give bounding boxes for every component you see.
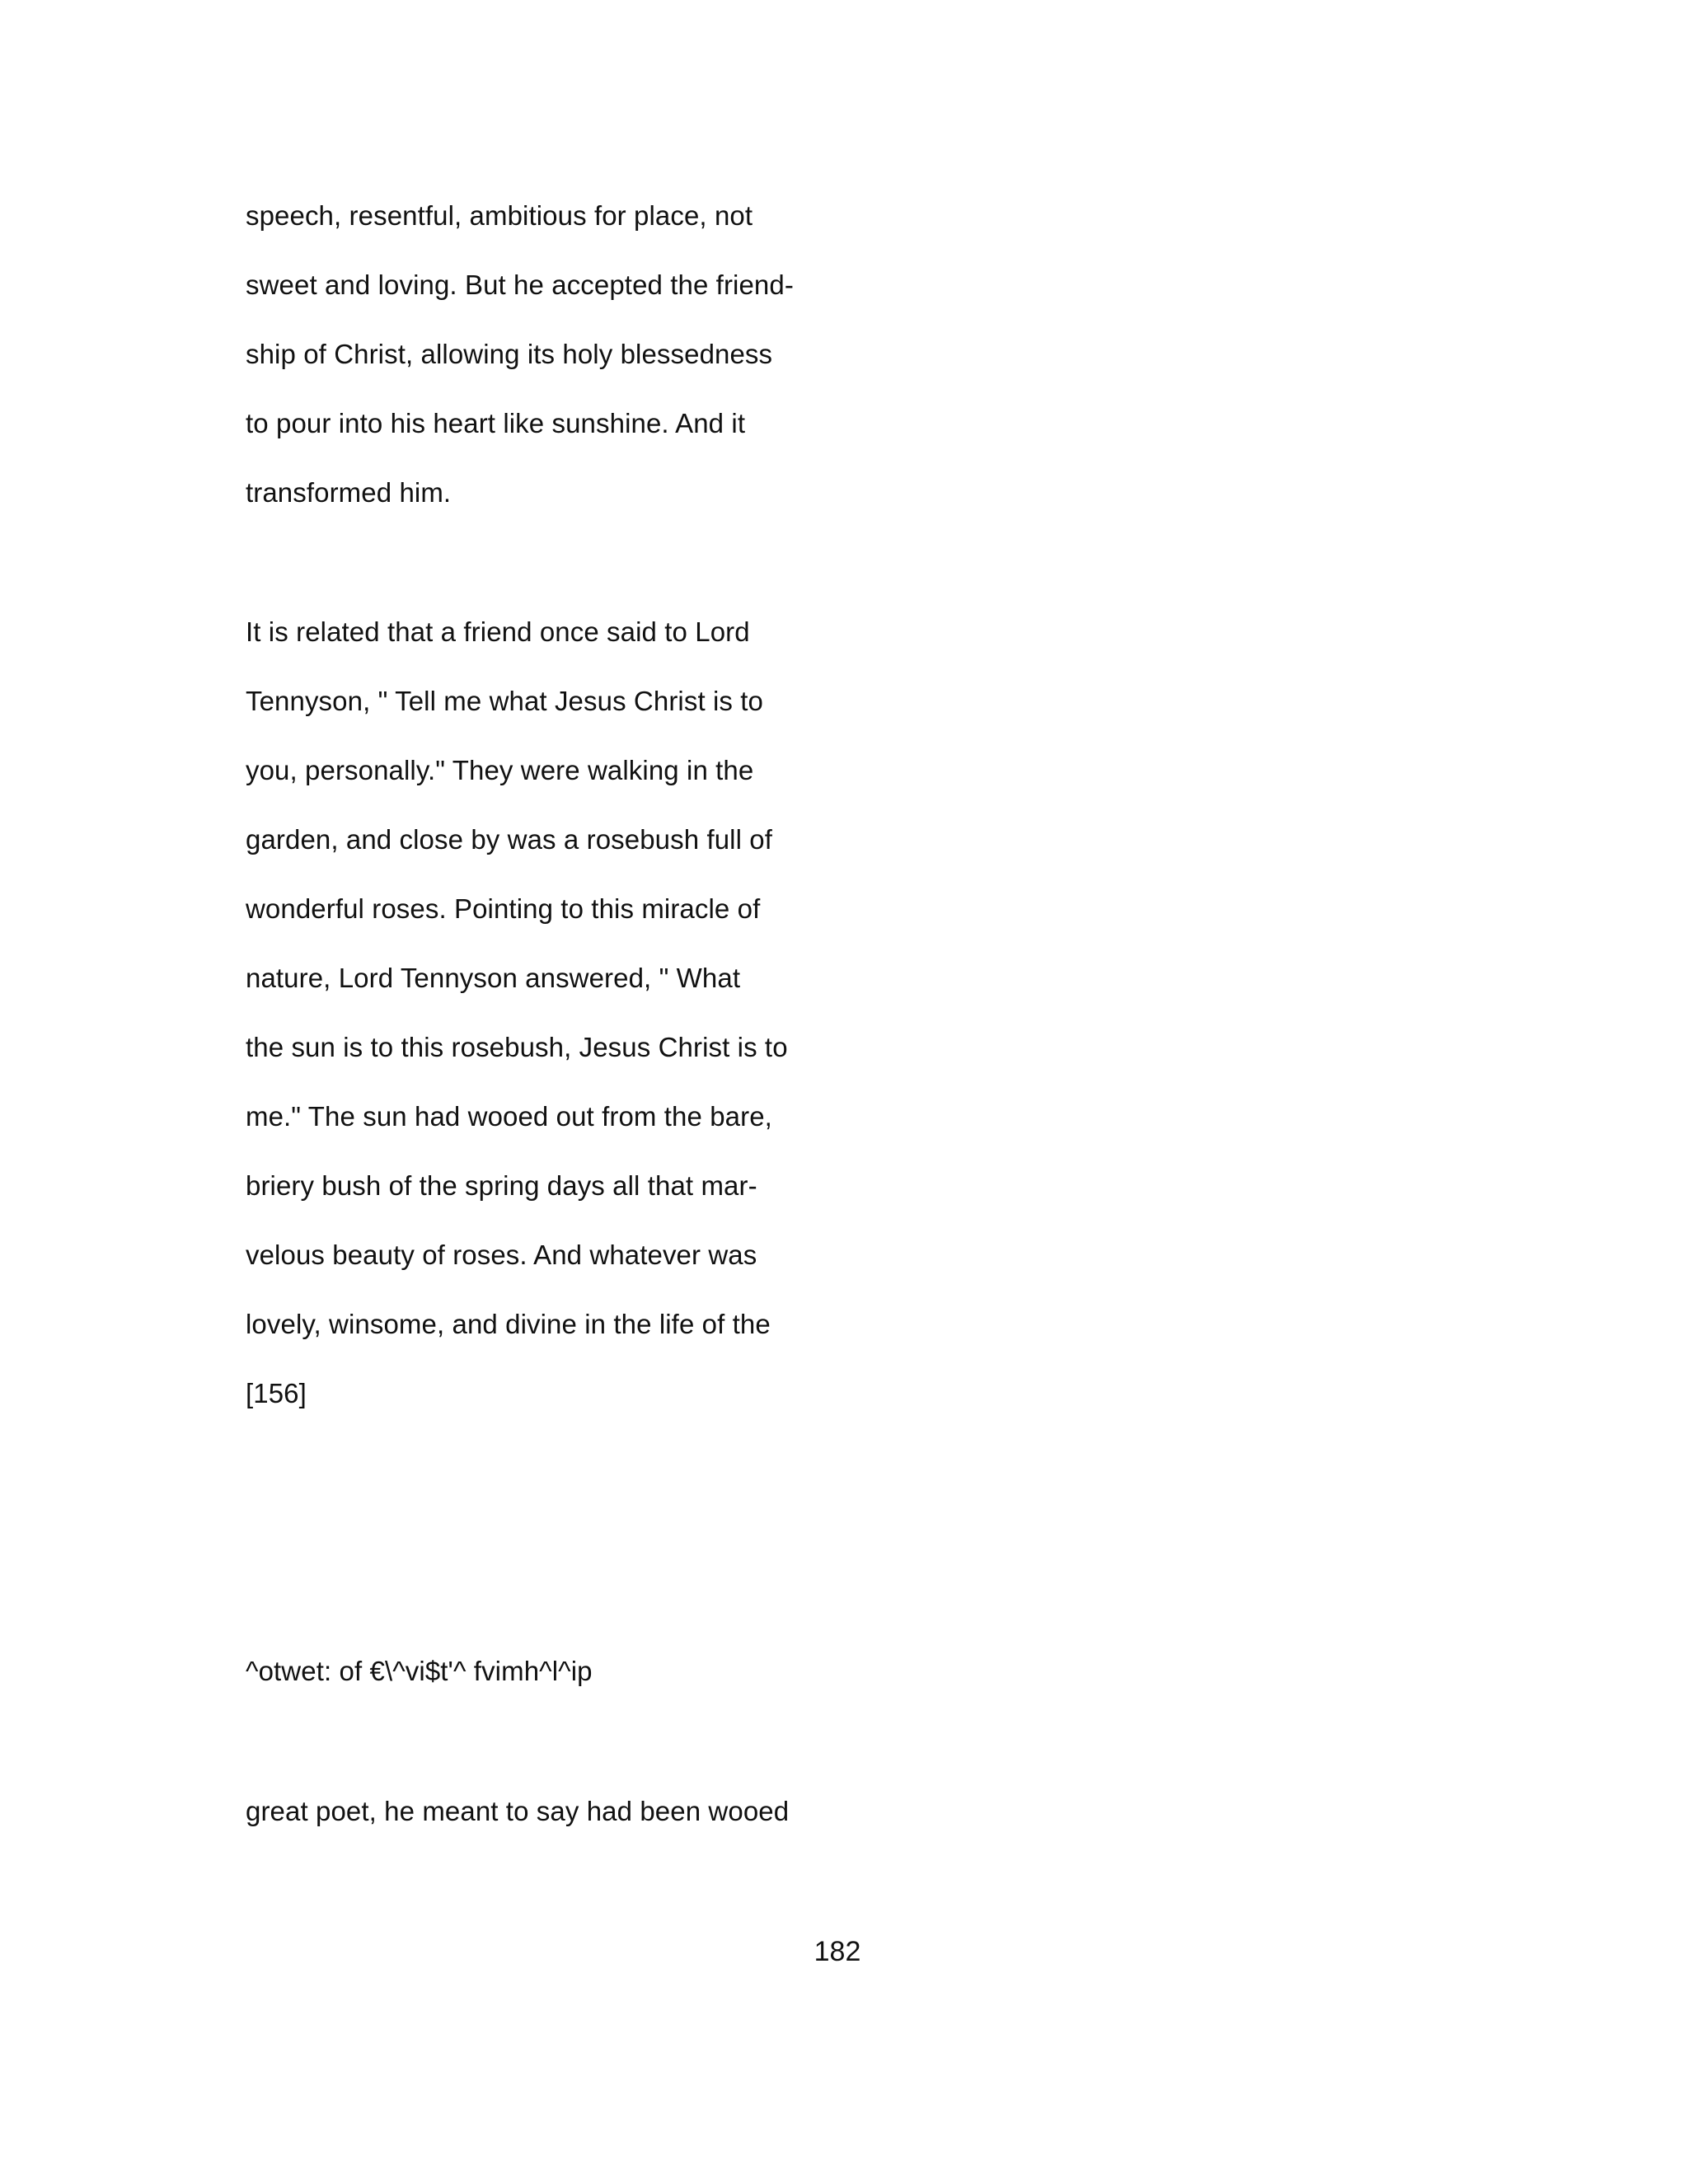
original-page-marker: [156] — [246, 1378, 307, 1408]
running-header: ^otwet: of €\^vi$t'^ fvimh^l^ip — [246, 1656, 593, 1686]
text-line: to pour into his heart like sunshine. And it — [246, 408, 746, 438]
text-line: garden, and close by was a rosebush full of — [246, 824, 773, 855]
text-line: great poet, he meant to say had been wooed — [246, 1796, 790, 1826]
text-line: nature, Lord Tennyson answered, " What — [246, 963, 741, 993]
text-line: velous beauty of roses. And whatever was — [246, 1240, 757, 1270]
text-line: lovely, winsome, and divine in the life of the — [246, 1309, 771, 1339]
page-number: 182 — [814, 1936, 861, 1967]
text-line: briery bush of the spring days all that mar- — [246, 1170, 757, 1201]
text-line: me." The sun had wooed out from the bare, — [246, 1101, 772, 1132]
text-line: sweet and loving. But he accepted the friend- — [246, 269, 794, 300]
text-line: speech, resentful, ambitious for place, not — [246, 200, 753, 231]
text-line: wonderful roses. Pointing to this miracle of — [246, 893, 761, 924]
text-line: It is related that a friend once said to Lord — [246, 616, 750, 647]
text-line: transformed him. — [246, 477, 452, 508]
text-line: the sun is to this rosebush, Jesus Christ is to — [246, 1032, 788, 1062]
text-line: Tennyson, " Tell me what Jesus Christ is to — [246, 686, 763, 716]
text-line: you, personally." They were walking in the — [246, 755, 754, 785]
text-line: ship of Christ, allowing its holy blessedness — [246, 339, 773, 369]
